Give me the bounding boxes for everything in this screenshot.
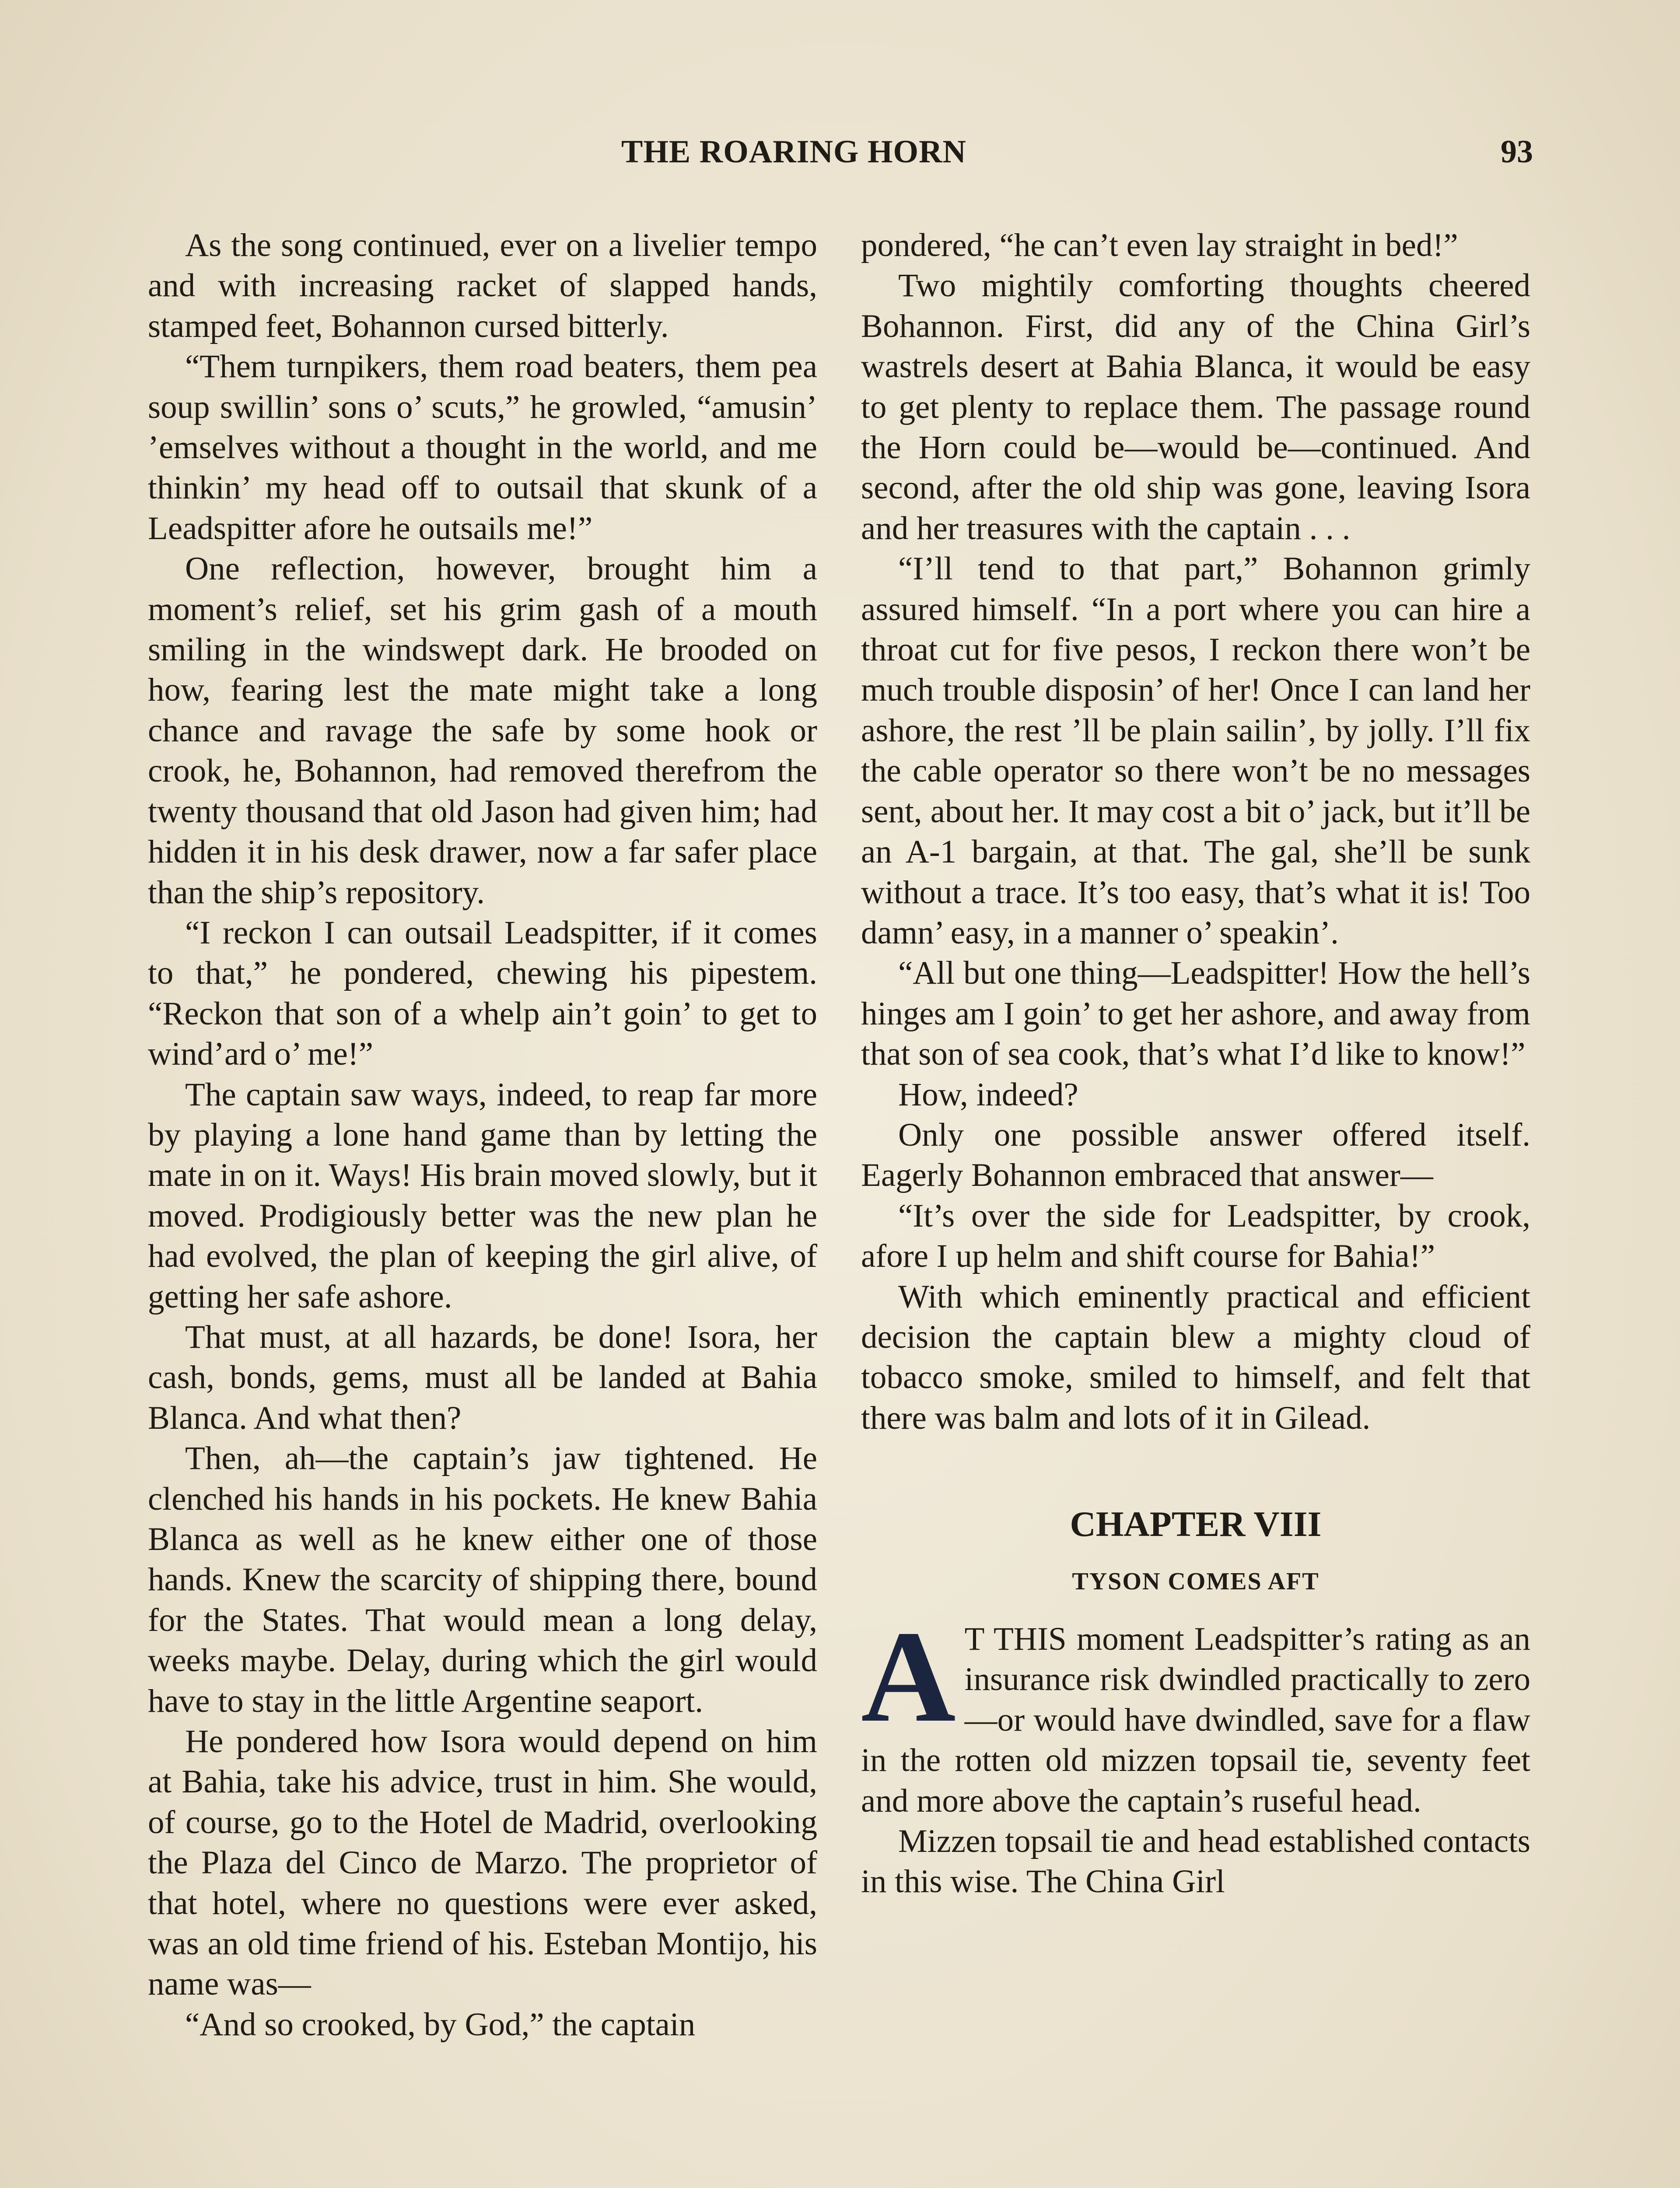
paragraph: He pondered how Isora would depend on him at Bahia, take his advice, trust in him. She would, of course, go to the Hotel de Madrid, overlooking the Plaza del Cinco de Marzo. The proprietor of that hotel, where no questions were ever asked, was an old time friend of his. Esteban Montijo, his name was— — [148, 1723, 817, 2002]
paragraph: Then, ah—the captain’s jaw tightened. He clenched his hands in his pockets. He knew Bahia Blanca as well as he knew either one of those hands. Knew the scarcity of shipping there, bound for the States. That would mean a long delay, weeks maybe. Delay, during which the girl would have to stay in the little Argentine seaport. — [148, 1440, 817, 1719]
right-column — [861, 225, 1530, 1902]
paragraph: “All but one thing—Leadspitter! How the hell’s hinges am I goin’ to get her ashore, and away from that son of sea cook, that’s what I’d like to know!” — [861, 955, 1530, 1073]
paragraph: With which eminently practical and efficient decision the captain blew a mighty cloud of tobacco smoke, smiled to himself, and felt that there was balm and lots of it in Gilead. — [861, 1278, 1530, 1436]
paragraph: “And so crooked, by God,” the captain — [185, 2006, 696, 2043]
drop-cap-letter: A — [861, 1604, 956, 1749]
chapter-subtitle: TYSON COMES AFT — [1072, 1567, 1320, 1595]
paragraph: “I reckon I can outsail Leadspitter, if it comes to that,” he pondered, chewing his pipestem. “Reckon that son of a whelp ain’t goin’ to get to wind’ard o’ me!” — [148, 914, 817, 1073]
paragraph: Only one possible answer offered itself. Eagerly Bohannon embraced that answer— — [861, 1116, 1530, 1194]
left-column — [148, 225, 817, 2045]
chapter-opening-paragraph — [861, 1604, 1530, 1821]
running-header-title: THE ROARING HORN — [621, 134, 966, 170]
page-number: 93 — [1501, 134, 1533, 170]
paragraph: That must, at all hazards, be done! Isora, her cash, bonds, gems, must all be landed at Bahia Blanca. And what then? — [148, 1318, 817, 1436]
paragraph: Mizzen topsail tie and head established contacts in this wise. The China Girl — [861, 1823, 1530, 1900]
chapter-heading: CHAPTER VIII — [1070, 1504, 1322, 1544]
paragraph: “Them turnpikers, them road beaters, them pea soup swillin’ sons o’ scuts,” he growled, “amusin’ ’emselves without a thought in the world, and me thinkin’ my head off to outsail that skunk of a Leadspitter afore he outsails me!” — [148, 348, 817, 547]
paragraph: How, indeed? — [898, 1076, 1078, 1113]
opening-paragraph-text: T THIS moment Leadspitter’s rating as an insurance risk dwindled practically to zero—or would have dwindled, save for a flaw in the rotten old mizzen topsail tie, seventy feet and more above the captain’s ruseful head. — [861, 1621, 1530, 1819]
paragraph: Two mightily comforting thoughts cheered Bohannon. First, did any of the China Girl’s wastrels desert at Bahia Blanca, it would be easy to get plenty to replace them. The passage round the Horn could be—would be—continued. And second, after the old ship was gone, leaving Isora and her treasures with the captain . . . — [861, 267, 1530, 547]
paragraph: “I’ll tend to that part,” Bohannon grimly assured himself. “In a port where you can hire a throat cut for five pesos, I reckon there won’t be much trouble disposin’ of her! Once I can land her ashore, the rest ’ll be plain sailin’, by jolly. I’ll fix the cable operator so there won’t be no messages sent, about her. It may cost a bit o’ jack, but it’ll be an A-1 bargain, at that. The gal, she’ll be sunk without a trace. It’s too easy, that’s what it is! Too damn’ easy, in a manner o’ speakin’. — [861, 551, 1530, 951]
paragraph: One reflection, however, brought him a moment’s relief, set his grim gash of a mouth smiling in the windswept dark. He brooded on how, fearing lest the mate might take a long chance and ravage the safe by some hook or crook, he, Bohannon, had removed therefrom the twenty thousand that old Jason had given him; had hidden it in his desk drawer, now a far safer place than the ship’s repository. — [148, 551, 817, 911]
paragraph: The captain saw ways, indeed, to reap far more by playing a lone hand game than by letting the mate in on it. Ways! His brain moved slowly, but it moved. Prodigiously better was the new plan he had evolved, the plan of keeping the girl alive, of getting her safe ashore. — [148, 1076, 817, 1315]
paragraph: As the song continued, ever on a livelier tempo and with increasing racket of slapped hands, stamped feet, Bohannon cursed bitterly. — [148, 227, 817, 344]
paragraph: pondered, “he can’t even lay straight in bed!” — [861, 227, 1458, 263]
paragraph: “It’s over the side for Leadspitter, by crook, afore I up helm and shift course for Bahia!” — [861, 1197, 1530, 1275]
